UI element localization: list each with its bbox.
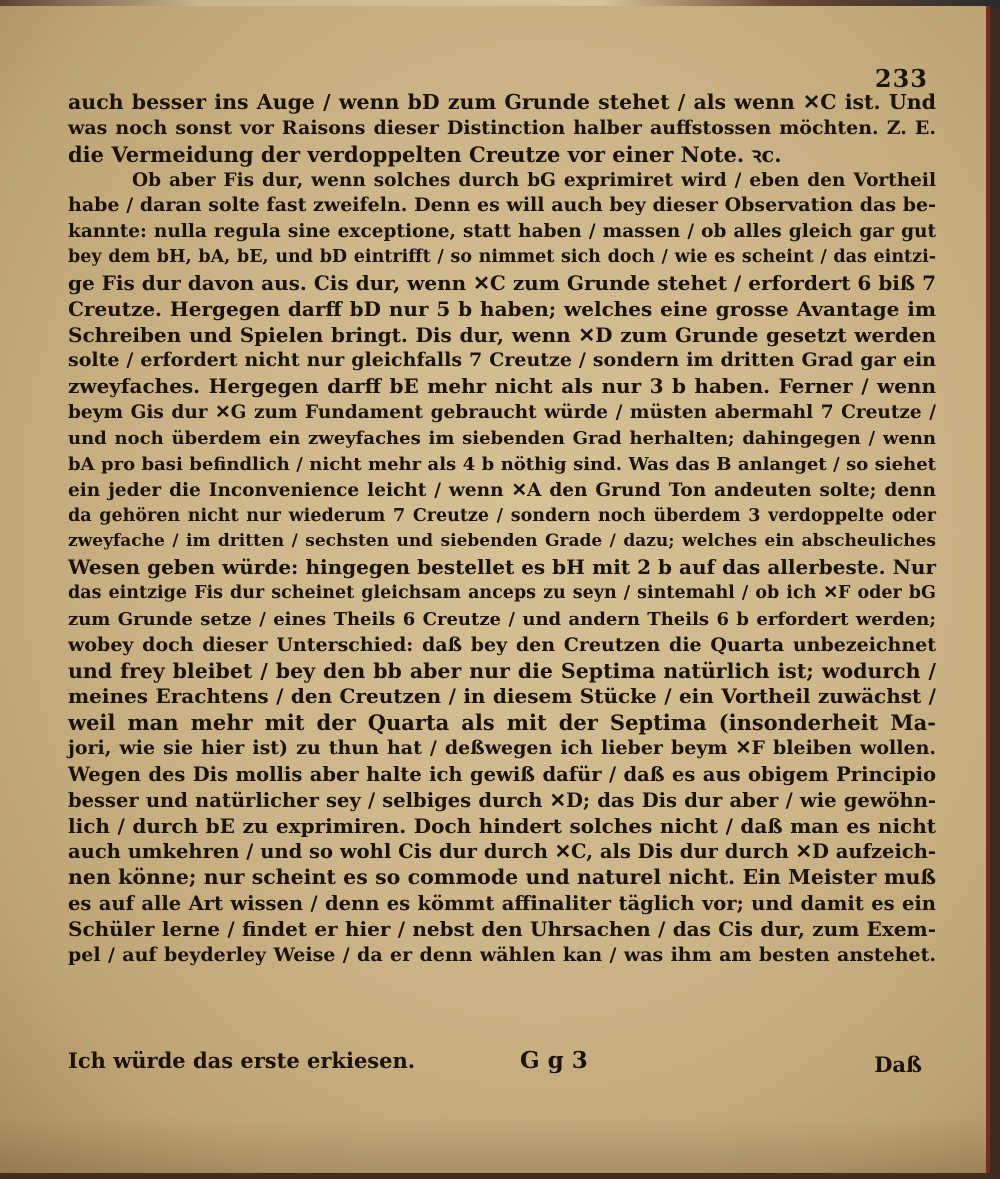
text-line: bA pro basi befindlich / nicht mehr als 4 b nöthig sind. Was das B anlanget / so siehet	[68, 453, 936, 475]
text-line: pel / auf beyderley Weise / da er denn wählen kan / was ihm am besten anstehet.	[68, 943, 936, 966]
signature-mark: G g 3	[520, 1047, 588, 1074]
text-line: die Vermeidung der verdoppelten Creutze vor einer Note. ꝛc.	[68, 141, 782, 167]
text-line: zweyfache / im dritten / sechsten und siebenden Grade / dazu; welches ein abscheuliches	[68, 531, 936, 552]
text-line: Wesen geben würde: hingegen bestellet es bH mit 2 b auf das allerbeste. Nur	[68, 555, 936, 580]
text-line: und noch überdem ein zweyfaches im siebenden Grad herhalten; dahingegen / wenn	[68, 427, 936, 449]
paragraph-start-line: Ob aber Fis dur, wenn solches durch bG exprimiret wird / eben den Vortheil	[132, 169, 936, 191]
text-line: zweyfaches. Hergegen darff bE mehr nicht als nur 3 b haben. Ferner / wenn	[68, 374, 936, 399]
text-line: Wegen des Dis mollis aber halte ich gewiß dafür / daß es aus obigem Principio	[68, 762, 936, 786]
text-line: da gehören nicht nur wiederum 7 Creutze / sondern noch überdem 3 verdoppelte oder	[68, 505, 936, 526]
text-line: nen könne; nur scheint es so commode und naturel nicht. Ein Meister muß	[68, 865, 936, 890]
body-text	[68, 90, 936, 969]
text-line: ein jeder die Inconvenience leicht / wenn ✕A den Grund Ton andeuten solte; denn	[68, 479, 936, 501]
text-line: kannte: nulla regula sine exceptione, statt haben / massen / ob alles gleich gar gut	[68, 221, 936, 243]
text-line: beym Gis dur ✕G zum Fundament gebraucht würde / müsten abermahl 7 Creutze /	[68, 402, 936, 424]
text-line: ge Fis dur davon aus. Cis dur, wenn ✕C zum Grunde stehet / erfordert 6 biß 7	[68, 270, 936, 295]
text-line: es auf alle Art wissen / denn es kömmt affinaliter täglich vor; und damit es ein	[68, 892, 936, 916]
text-line: zum Grunde setze / eines Theils 6 Creutze / und andern Theils 6 b erfordert werden;	[68, 608, 936, 630]
text-line: Creutze. Hergegen darff bD nur 5 b haben; welches eine grosse Avantage im	[68, 296, 936, 321]
page-footer	[0, 1046, 1000, 1076]
text-line: besser und natürlicher sey / selbiges durch ✕D; das Dis dur aber / wie gewöhn-	[68, 788, 936, 812]
text-line: das eintzige Fis dur scheinet gleichsam anceps zu seyn / sintemahl / ob ich ✕F oder bG	[68, 583, 936, 604]
page-bottom-shadow	[0, 1116, 990, 1179]
text-line: Schüler lerne / findet er hier / nebst den Uhrsachen / das Cis dur, zum Exem-	[68, 917, 936, 941]
text-line: lich / durch bE zu exprimiren. Doch hindert solches nicht / daß man es nicht	[68, 813, 936, 838]
text-line: wobey doch dieser Unterschied: daß bey den Creutzen die Quarta unbezeichnet	[68, 633, 936, 656]
text-line: bey dem bH, bA, bE, und bD eintrifft / so nimmet sich doch / wie es scheint / das eintzi-	[68, 247, 936, 268]
text-line: meines Erachtens / den Creutzen / in diesem Stücke / ein Vortheil zuwächst /	[68, 684, 936, 709]
text-line: weil man mehr mit der Quarta als mit der Septima (insonderheit Ma-	[68, 710, 936, 736]
final-line: Ich würde das erste erkiesen.	[68, 1048, 416, 1073]
text-line: auch umkehren / und so wohl Cis dur durch ✕C, als Dis dur durch ✕D aufzeich-	[68, 840, 936, 864]
text-line: was noch sonst vor Raisons dieser Distinction halber auffstossen möchten. Z. E.	[68, 116, 936, 139]
text-line: solte / erfordert nicht nur gleichfalls 7 Creutze / sondern im dritten Grad gar ein	[68, 349, 936, 372]
text-line: und frey bleibet / bey den bb aber nur die Septima natürlich ist; wodurch /	[68, 658, 936, 683]
book-page	[0, 6, 990, 1173]
catchword: Daß	[874, 1052, 922, 1077]
text-line: jori, wie sie hier ist) zu thun hat / deßwegen ich lieber beym ✕F bleiben wollen.	[68, 737, 936, 760]
text-line: habe / daran solte fast zweifeln. Denn es will auch bey dieser Observation das be-	[68, 194, 936, 217]
text-line: auch besser ins Auge / wenn bD zum Grunde stehet / als wenn ✕C ist. Und	[68, 90, 936, 114]
page-number: 233	[874, 64, 928, 93]
text-line: Schreiben und Spielen bringt. Dis dur, wenn ✕D zum Grunde gesetzt werden	[68, 322, 936, 347]
